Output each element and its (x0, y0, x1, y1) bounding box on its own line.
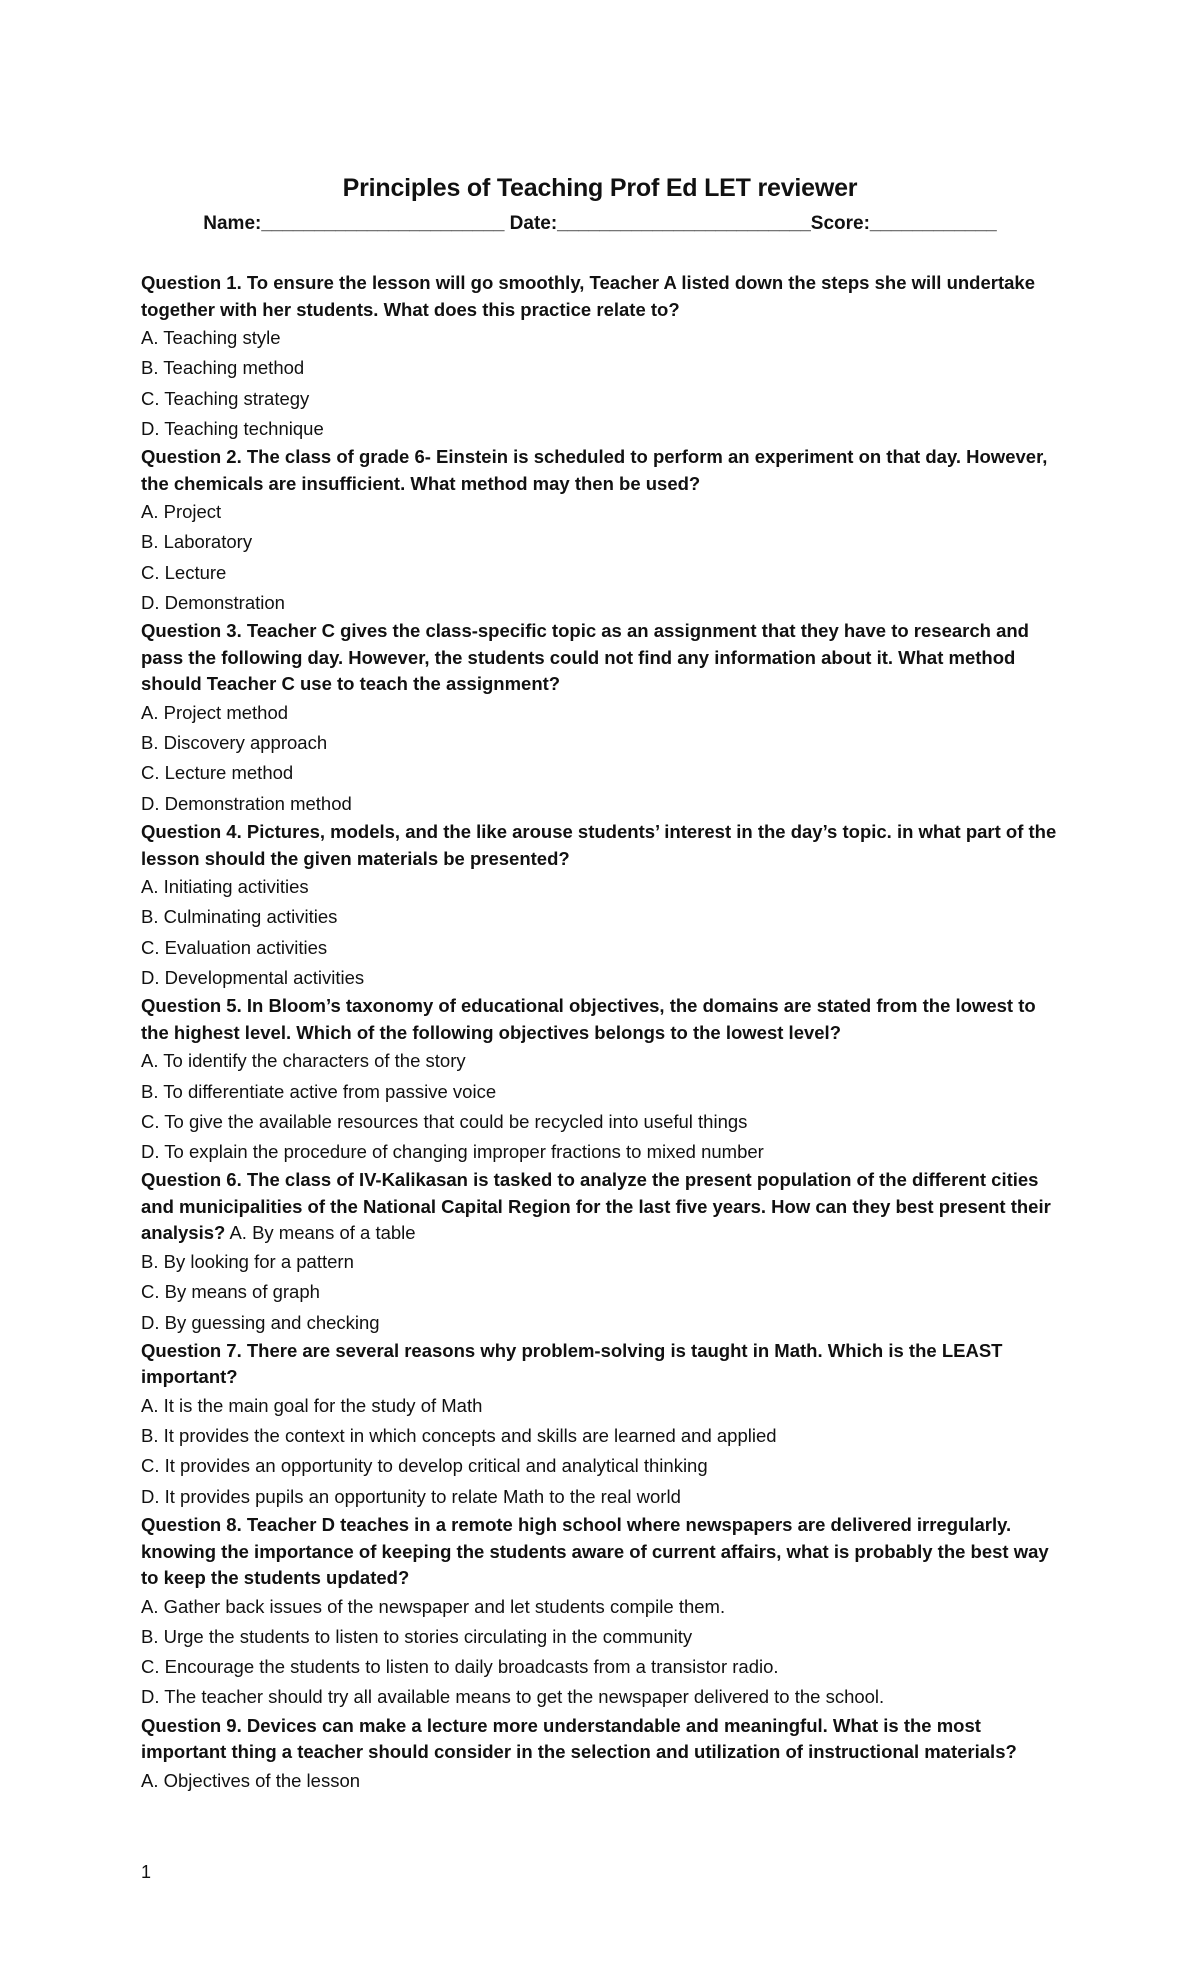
answer-option: B. It provides the context in which concepts and skills are learned and applied (141, 1425, 777, 1447)
answer-option: A. Teaching style (141, 327, 281, 348)
question-block (141, 993, 1061, 1167)
answer-option: B. Laboratory (141, 531, 253, 553)
answer-option: A. Gather back issues of the newspaper and let students compile them. (141, 1595, 726, 1617)
answer-option: B. By looking for a pattern (141, 1250, 354, 1272)
question-stem: Question 5. In Bloom’s taxonomy of educational objectives, the domains are stated from the lowest to the highest level. Which of the following objectives belongs to the lowest level? (141, 995, 1036, 1043)
answer-option: A. Objectives of the lesson (141, 1769, 361, 1791)
answer-option: D. By guessing and checking (141, 1311, 380, 1333)
question-stem: Question 4. Pictures, models, and the like arouse students’ interest in the day’s topic. in what part of the lesson should the given materials be presented? (141, 821, 1057, 869)
answer-option: C. Lecture (141, 561, 227, 583)
question-stem: Question 7. There are several reasons why problem-solving is taught in Math. Which is the LEAST important? (141, 1339, 1003, 1388)
question-stem: Question 3. Teacher C gives the class-specific topic as an assignment that they have to research and pass the following day. However, the students could not find any information about it. What method should Teacher C use to teach the assignment? (141, 620, 1029, 695)
questions-list (141, 270, 1061, 1796)
question-text (141, 819, 1061, 872)
question-stem: Question 9. Devices can make a lecture more understandable and meaningful. What is the most important thing a teacher should consider in the selection and utilization of instructional materials? (141, 1714, 1017, 1763)
answer-option: A. Project method (141, 701, 289, 723)
answer-option: D. Demonstration method (141, 792, 352, 814)
answer-option: C. Encourage the students to listen to daily broadcasts from a transistor radio. (141, 1656, 779, 1678)
question-stem: Question 1. To ensure the lesson will go smoothly, Teacher A listed down the steps she will undertake together with her students. What does this practice relate to? (141, 272, 1035, 320)
question-text (141, 1338, 1061, 1391)
question-block (141, 618, 1061, 819)
answer-option: C. Lecture method (141, 762, 294, 784)
document-title: Principles of Teaching Prof Ed LET reviewer (342, 174, 858, 202)
answer-option: C. It provides an opportunity to develop critical and analytical thinking (141, 1455, 708, 1477)
answer-option: B. Discovery approach (141, 732, 328, 754)
answer-option: D. Teaching technique (141, 417, 324, 439)
answer-option: A. It is the main goal for the study of Math (141, 1394, 483, 1416)
page-number: 1 (141, 1862, 152, 1882)
question-text (141, 1713, 1061, 1766)
answer-option: B. Culminating activities (141, 906, 338, 928)
question-block (141, 819, 1061, 993)
answer-option: B. Teaching method (141, 357, 305, 379)
question-text (141, 444, 1061, 497)
question-stem: Question 2. The class of grade 6- Einstein is scheduled to perform an experiment on that day. However, the chemicals are insufficient. What method may then be used? (141, 446, 1048, 494)
name-date-score-line: Name:_______________________ Date:________________________Score:____________ (203, 213, 997, 234)
answer-option: B. Urge the students to listen to stories circulating in the community (141, 1625, 693, 1647)
question-block (141, 270, 1061, 444)
answer-option: C. To give the available resources that could be recycled into useful things (141, 1110, 748, 1132)
answer-option: D. Demonstration (141, 592, 285, 614)
answer-option: A. To identify the characters of the story (141, 1050, 466, 1072)
question-stem: Question 8. Teacher D teaches in a remote high school where newspapers are delivered irregularly. knowing the importance of keeping the students aware of current affairs, what is probably the best way to keep the students updated? (141, 1514, 1049, 1589)
question-text (141, 1167, 1061, 1247)
answer-option: D. Developmental activities (141, 966, 365, 988)
question-text (141, 993, 1061, 1046)
question-text (141, 270, 1061, 323)
answer-option: D. The teacher should try all available means to get the newspaper delivered to the school. (141, 1686, 885, 1708)
question-block (141, 1713, 1061, 1796)
answer-option: A. Initiating activities (141, 876, 309, 898)
question-block (141, 1167, 1061, 1337)
question-text (141, 618, 1061, 698)
answer-option: D. It provides pupils an opportunity to relate Math to the real world (141, 1485, 681, 1507)
answer-option: D. To explain the procedure of changing improper fractions to mixed number (141, 1141, 764, 1163)
answer-option: A. By means of a table (225, 1222, 416, 1244)
answer-option: A. Project (141, 501, 222, 523)
answer-option: C. Teaching strategy (141, 387, 310, 409)
question-stem: Question 6. The class of IV-Kalikasan is tasked to analyze the present population of the different cities and municipalities of the National Capital Region for the last five years. How can they best present their analysis? (141, 1169, 1051, 1244)
answer-option: B. To differentiate active from passive voice (141, 1080, 497, 1102)
answer-option: C. Evaluation activities (141, 936, 328, 958)
question-text (141, 1512, 1061, 1592)
question-block (141, 444, 1061, 618)
question-block (141, 1338, 1061, 1512)
question-block (141, 1512, 1061, 1713)
answer-option: C. By means of graph (141, 1281, 320, 1303)
